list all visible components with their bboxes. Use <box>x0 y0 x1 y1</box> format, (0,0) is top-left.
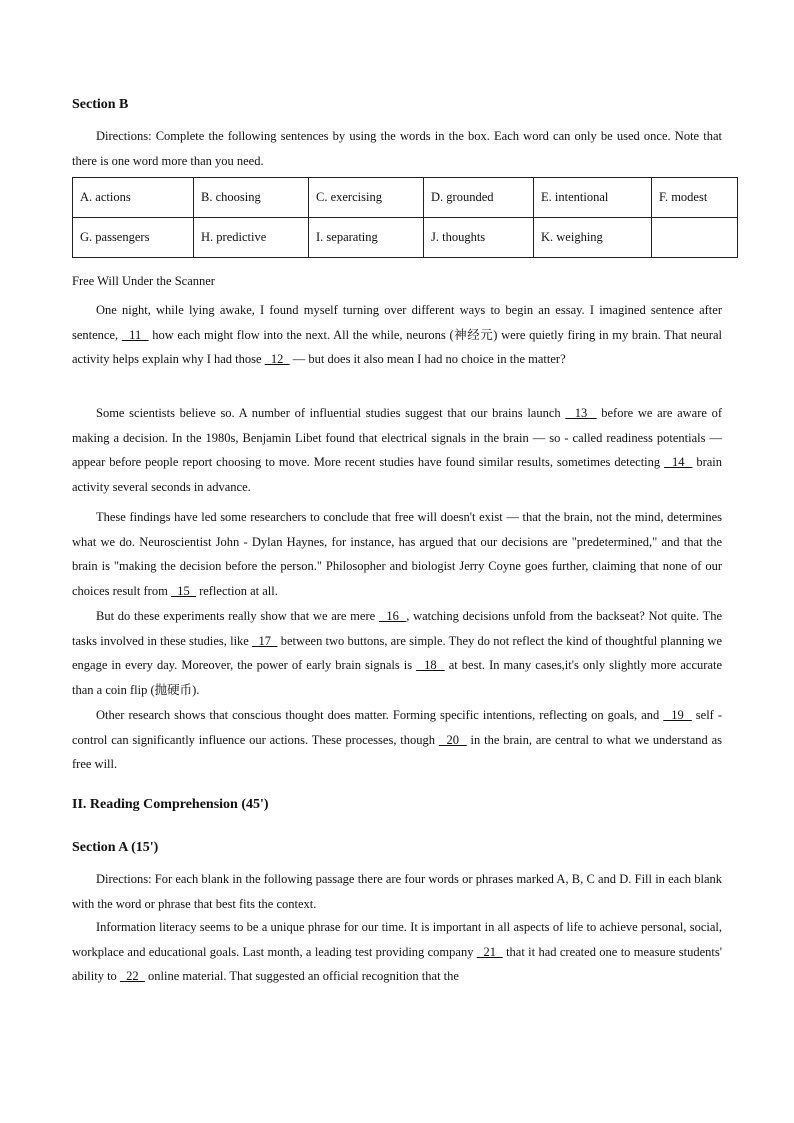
answer-blank[interactable]: 19 <box>663 708 692 722</box>
passage-text: reflection at all. <box>195 583 278 598</box>
word-box-cell: F. modest <box>652 178 738 218</box>
word-box-row <box>73 218 738 258</box>
passage-paragraph <box>72 298 722 372</box>
answer-blank[interactable]: 14 <box>664 455 693 469</box>
passage-text: — but does it also mean I had no choice in the matter? <box>289 352 566 366</box>
passage-text: But do these experiments really show that we are mere <box>96 609 379 623</box>
passage-text: in the brain, are central to what we understand as free will. <box>72 732 723 771</box>
answer-blank[interactable]: 16 <box>378 609 407 623</box>
answer-blank[interactable]: 22 <box>119 969 145 983</box>
passage-paragraph <box>72 604 722 702</box>
word-box-cell: I. separating <box>309 218 424 258</box>
passage-text: Other research shows that conscious thought does matter. Forming specific intentions, reflecting on goals, and <box>96 708 664 722</box>
section-b-heading: Section B <box>72 97 129 112</box>
passage-text: brain activity several seconds in advance. <box>72 455 723 494</box>
passage-text: These findings have led some researchers to conclude that free will doesn't exist — that the brain, not the mind, determines what we do. Neuroscientist John - Dylan Haynes, for instance, has argued that our decisions are "predetermined," and that the brain is "making the decision before the person." Philosopher and biologist Jerry Coyne goes further, claiming that none of our choices result from <box>72 510 722 598</box>
section-b-directions: Directions: Complete the following sentences by using the words in the box. Each word can only be used once. Note that there is one word more than you need. <box>72 129 722 168</box>
answer-blank[interactable]: 17 <box>252 633 278 648</box>
answer-blank[interactable]: 18 <box>416 658 445 672</box>
answer-blank[interactable]: 13 <box>565 406 597 420</box>
answer-blank[interactable]: 21 <box>476 944 503 959</box>
part-ii-heading: II. Reading Comprehension (45') <box>72 797 269 812</box>
word-box-cell: B. choosing <box>194 178 309 218</box>
section-a-directions: Directions: For each blank in the following passage there are four words or phrases marked A, B, C and D. Fill in each blank with the word or phrase that best fits the context. <box>72 872 722 911</box>
passage-text: One night, while lying awake, I found myself turning over different ways to begin an essay. I imagined sentence after sentence, <box>72 303 722 342</box>
passage-text: Some scientists believe so. A number of influential studies suggest that our brains launch <box>96 406 566 420</box>
passage-text: Information literacy seems to be a unique phrase for our time. It is important in all aspects of life to achieve personal, social, workplace and educational goals. Last month, a leading test providing company <box>72 920 722 959</box>
word-box-cell: H. predictive <box>194 218 309 258</box>
passage-paragraph <box>72 703 722 777</box>
passage-paragraph <box>72 401 722 499</box>
answer-blank[interactable]: 11 <box>121 327 149 342</box>
section-a-paragraph <box>72 915 722 989</box>
section-a-heading: Section A (15') <box>72 840 159 855</box>
passage-text: before we are aware of making a decision. In the 1980s, Benjamin Libet found that electrical signals in the brain — so - called readiness potentials — appear before people report choosing to move. More recent studies have found similar results, sometimes detecting <box>72 406 723 469</box>
word-box-cell: J. thoughts <box>424 218 534 258</box>
word-box-cell: E. intentional <box>534 178 652 218</box>
word-box-cell <box>652 218 738 258</box>
passage-paragraph <box>72 505 722 603</box>
answer-blank[interactable]: 12 <box>264 352 290 366</box>
passage-text: at best. In many cases,it's only slightly more accurate than a coin flip (抛硬币). <box>72 658 723 697</box>
word-box-cell: D. grounded <box>424 178 534 218</box>
passage-text: between two buttons, are simple. They do not reflect the kind of thoughtful planning we engage in every day. Moreover, the power of early brain signals is <box>72 633 722 672</box>
passage-text: online material. That suggested an official recognition that the <box>144 969 459 983</box>
word-box <box>72 177 738 258</box>
passage-title: Free Will Under the Scanner <box>72 274 215 288</box>
word-box-cell: A. actions <box>73 178 194 218</box>
passage-text: how each might flow into the next. All the while, neurons (神经元) were quietly firing in my brain. That neural activity helps explain why I had those <box>72 327 722 366</box>
answer-blank[interactable]: 15 <box>170 583 196 598</box>
word-box-cell: C. exercising <box>309 178 424 218</box>
word-box-row <box>73 178 738 218</box>
word-box-cell: G. passengers <box>73 218 194 258</box>
passage-text: self - control can significantly influence our actions. These processes, though <box>72 708 723 747</box>
word-box-cell: K. weighing <box>534 218 652 258</box>
answer-blank[interactable]: 20 <box>438 732 467 747</box>
passage-text: , watching decisions unfold from the backseat? Not quite. The tasks involved in these studies, like <box>72 609 723 648</box>
passage-text: that it had created one to measure students' ability to <box>72 944 722 983</box>
